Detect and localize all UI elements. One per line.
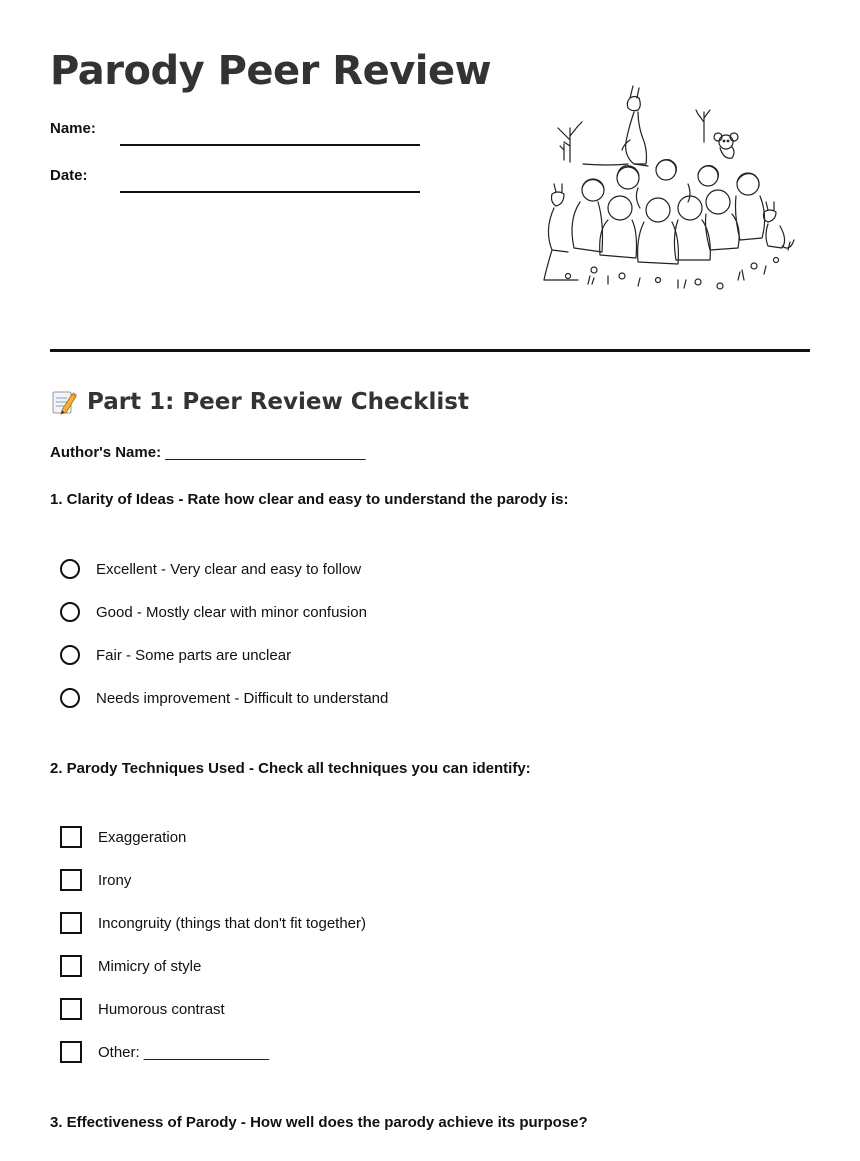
radio-circle[interactable] [60,559,80,579]
radio-circle[interactable] [60,602,80,622]
children-drawing [572,160,765,264]
option-label: Humorous contrast [98,1000,225,1018]
kangaroo-drawing [583,86,648,166]
memo-icon [50,388,78,416]
name-field[interactable] [50,116,420,146]
checkbox[interactable] [60,869,82,891]
part1-title [50,388,469,416]
q2-option-humorous-contrast[interactable] [60,997,225,1021]
page-title: Parody Peer Review [50,48,492,94]
date-field[interactable] [50,163,420,193]
option-label: Mimicry of style [98,957,202,975]
joey-right-drawing [764,202,795,248]
name-label: Name: [50,120,96,137]
question-2: 2. Parody Techniques Used - Check all techniques you can identify: [50,760,531,777]
checkbox[interactable] [60,955,82,977]
question-3: 3. Effectiveness of Parody - How well does the parody achieve its purpose? [50,1114,588,1131]
q2-option-exaggeration[interactable] [60,825,186,849]
koala-drawing [714,133,738,158]
checkbox[interactable] [60,1041,82,1063]
joey-left-drawing [544,184,578,280]
date-line[interactable] [120,191,420,193]
children-with-kangaroo-illustration [538,80,798,295]
radio-circle[interactable] [60,645,80,665]
radio-circle[interactable] [60,688,80,708]
q2-option-other[interactable] [60,1040,269,1064]
tree-left-drawing [558,122,582,162]
q1-option-excellent[interactable] [60,557,361,581]
q2-option-irony[interactable] [60,868,131,892]
option-label: Good - Mostly clear with minor confusion [96,603,367,621]
name-line[interactable] [120,144,420,146]
checkbox[interactable] [60,998,82,1020]
option-label: Exaggeration [98,828,187,846]
option-label: Needs improvement - Difficult to understand [96,689,389,707]
q1-option-needs-improvement[interactable] [60,686,388,710]
option-label: Irony [98,871,132,889]
option-label: Excellent - Very clear and easy to follow [96,560,362,578]
q2-option-incongruity[interactable] [60,911,366,935]
checkbox[interactable] [60,826,82,848]
question-1: 1. Clarity of Ideas - Rate how clear and easy to understand the parody is: [50,491,569,508]
option-label: Incongruity (things that don't fit together) [98,914,367,932]
date-label: Date: [50,167,88,184]
q2-option-mimicry[interactable] [60,954,201,978]
checkbox[interactable] [60,912,82,934]
q1-option-good[interactable] [60,600,367,624]
author-name-label: Author's Name: [50,444,162,461]
part1-title-text: Part 1: Peer Review Checklist [87,389,469,415]
author-name-row [50,444,365,461]
author-name-blank[interactable]: ________________________ [165,444,366,461]
option-label: Other: _______________ [98,1043,269,1061]
header-divider [50,349,810,352]
q1-option-fair[interactable] [60,643,291,667]
option-label: Fair - Some parts are unclear [96,646,292,664]
tree-right-drawing [696,110,710,142]
